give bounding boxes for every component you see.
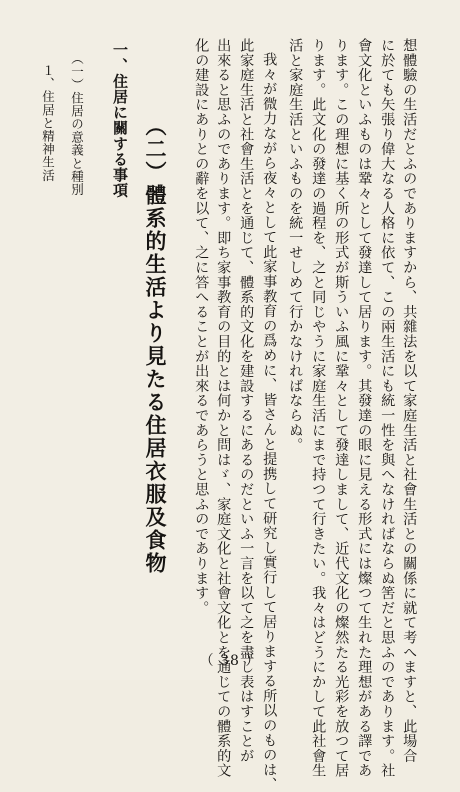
- body-line-4: ります。この理想に基く所の形式が斯ういふ風に鞏々として發達しまして、近代文化の燦然たる光彩を放つて居: [333, 38, 350, 778]
- body-line-2: に於ても矢張り偉大なる人格に依て、この兩生活にも統一性を與へなければならぬ筈だと思ふのであります。社: [379, 38, 396, 778]
- body-line-5: ります。此文化の發達の過程を、之と同じやうに家庭生活にまで持つて行きたい。我々はどうにかして此社會生: [310, 38, 327, 778]
- body-line-10: 化の建設にありとの辭を以て、之に答へることが出來るであらうと思ふのであります。: [193, 38, 210, 616]
- body-line-7: 我々が微力ながら夜々として此家事教育の爲めに、皆さんと提携して研究し實行して居りまする所以のものは、: [261, 52, 278, 792]
- section-heading-housing: 一、住居に關する事項: [111, 42, 129, 198]
- section-heading-main: （二）體系的生活より見たる住居衣服及食物: [143, 115, 168, 575]
- body-line-1: 想體驗の生活だとふのでありますから、共雜法を以て家庭生活と社會生活との關係に就て考へますと、此場合: [401, 38, 418, 764]
- subsection-heading: （一）住居の意義と種別: [69, 52, 85, 197]
- body-line-3: 會文化といふものは鞏々として發達して居ります。其發達の眼に見える形式には燦つて生れた理想がある譯であ: [356, 38, 373, 778]
- page-number: （ 38 ）: [199, 653, 261, 669]
- body-line-6: 活と家庭生活といふものを統一せしめて行かなければならぬ。: [287, 38, 304, 453]
- list-item-1: １、住居と精神生活: [40, 64, 56, 182]
- body-line-9: 出來ると思ふのであります。即ち家事教育の目的とは何かと問はゞ、家庭文化と社會文化とを通じての體系的文: [215, 38, 232, 778]
- body-line-8: 此家庭生活と社會生活とを通じて、體系的文化を建設するにあるのだといふ一言を以て之を盡し表はすことが: [238, 38, 255, 764]
